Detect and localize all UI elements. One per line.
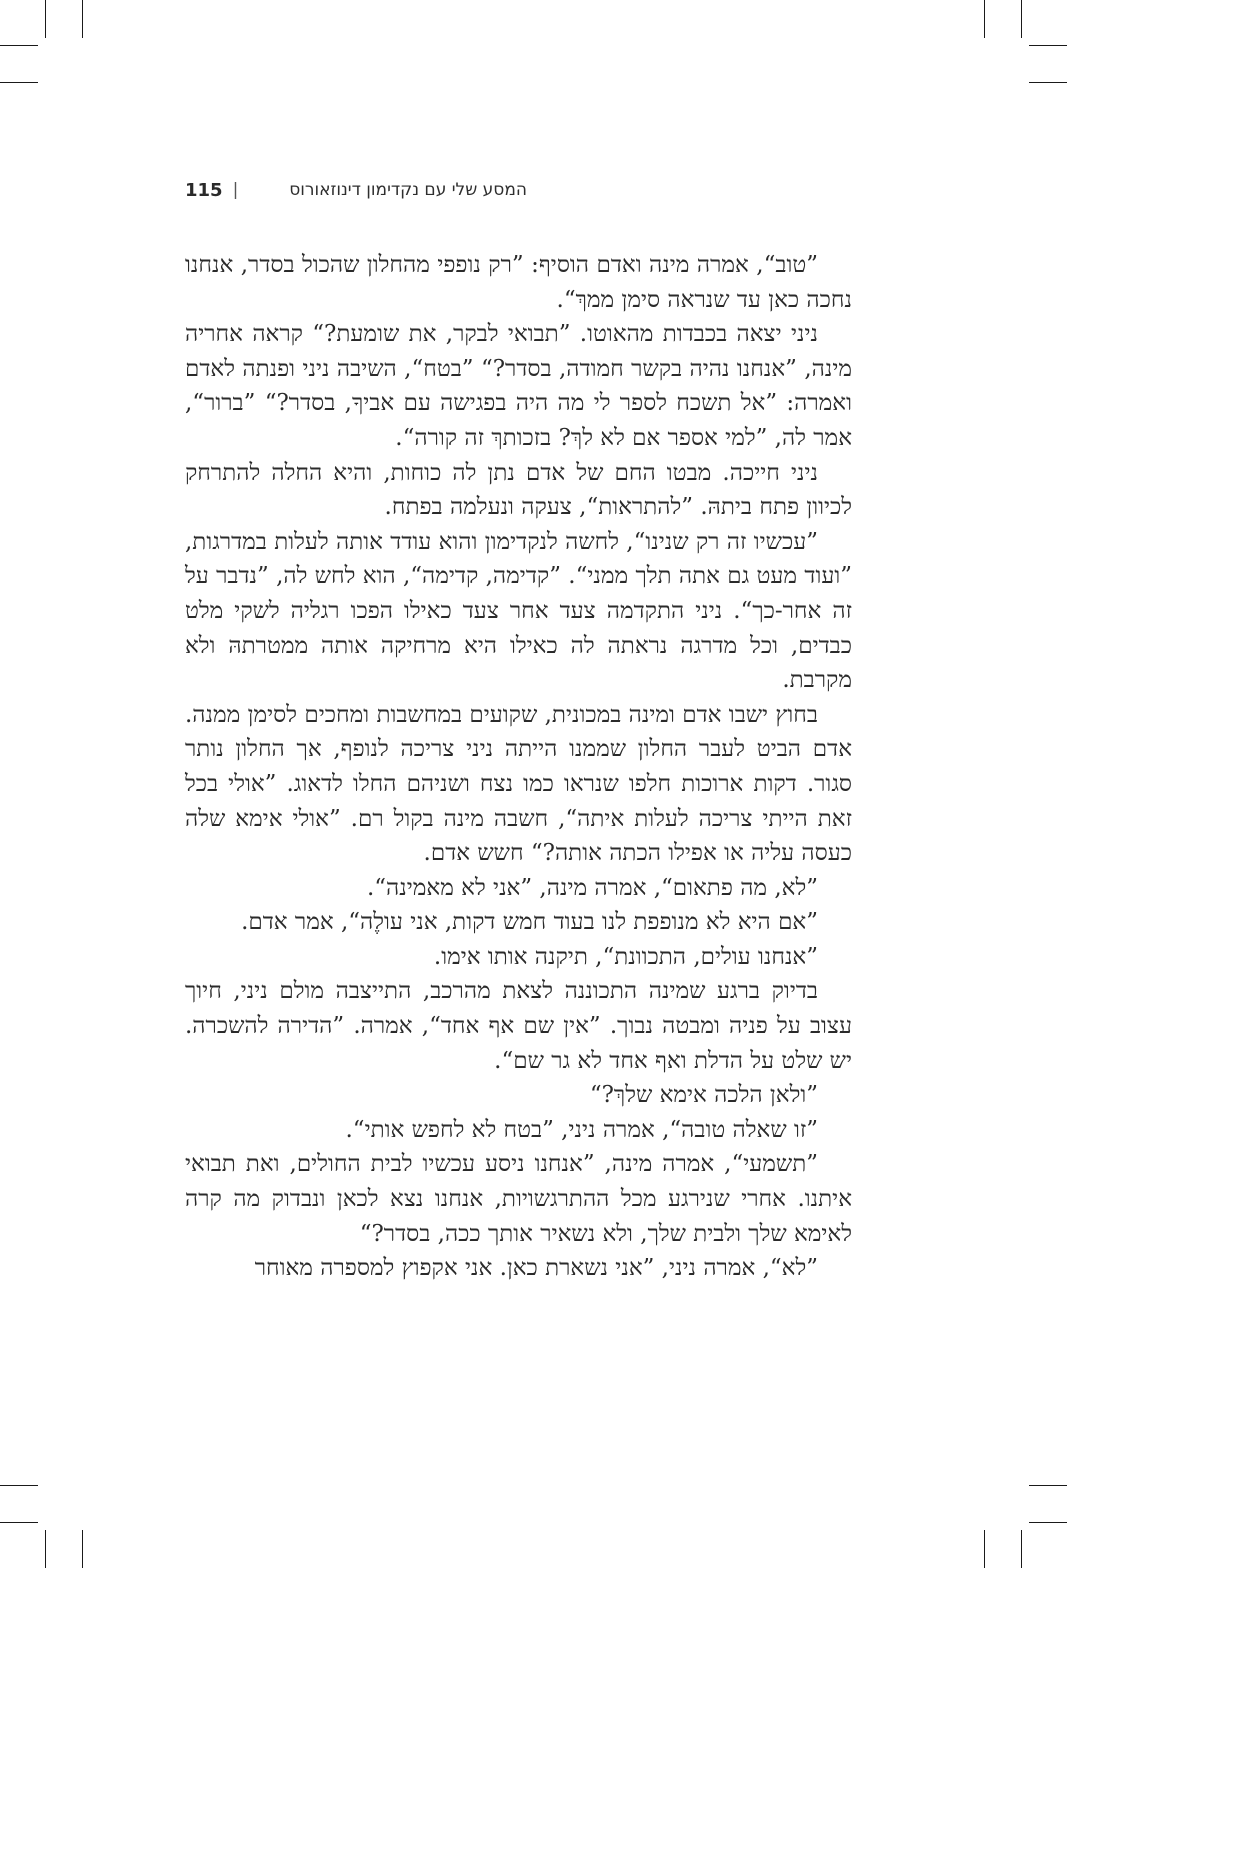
crop-mark-top-left-v xyxy=(45,0,46,38)
crop-mark-top-left-h2 xyxy=(0,82,38,83)
paragraph: ניני יצאה בכבדות מהאוטו. ”תבואי לבקר, את שומעת?“ קראה אחריה מינה, ”אנחנו נהיה בקשר חמודה, בסדר?“ ”בטח“, השיבה ניני ופנתה לאדם ואמרה: ”אל תשכח לספר לי מה היה בפגישה עם אביךָ, בסדר?“ ”ברור“, אמר לה, ”למי אספר אם לא לךְ? בזכותךְ זה קורה“. xyxy=(185,321,852,451)
crop-mark-top-right-h2 xyxy=(1029,82,1067,83)
paragraph: ”תשמעי“, אמרה מינה, ”אנחנו ניסע עכשיו לבית החולים, ואת תבואי איתנו. אחרי שנירגע מכל ההתרגשויות, אנחנו נצא לכאן ונבדוק מה קרה לאימא שלך ולבית שלך, ולא נשאיר אותך ככה, בסדר?“ xyxy=(185,1151,852,1247)
paragraph: ”אם היא לא מנופפת לנו בעוד חמש דקות, אני עולֶה“, אמר אדם. xyxy=(241,909,818,936)
crop-mark-bottom-left-v2 xyxy=(82,1530,83,1568)
crop-mark-bottom-right-v2 xyxy=(984,1530,985,1568)
paragraph: ”ולאן הלכה אימא שלךְ?“ xyxy=(589,1082,818,1109)
paragraph: בחוץ ישבו אדם ומינה במכונית, שקועים במחשבות ומחכים לסימן ממנה. אדם הביט לעבר החלון שממנו הייתה ניני צריכה לנופף, אך החלון נותר סגור. דקות ארוכות חלפו שנראו כמו נצח ושניהם החלו לדאוג. ”אולי בכל זאת הייתי צריכה לעלות איתה“, חשבה מינה בקול רם. ”אולי אימא שלה כעסה עליה או אפילו הכתה אותה?“ חשש אדם. xyxy=(185,701,852,867)
header-separator: | xyxy=(232,180,239,200)
crop-mark-bottom-right-v xyxy=(1021,1530,1022,1568)
paragraph: בדיוק ברגע שמינה התכוננה לצאת מהרכב, התייצבה מולם ניני, חיוך עצוב על פניה ומבטה נבוך. ”אין שם אף אחד“, אמרה. ”הדירה להשכרה. יש שלט על הדלת ואף אחד לא גר שם“. xyxy=(185,978,852,1074)
crop-mark-bottom-left-h2 xyxy=(0,1485,38,1486)
paragraph: ”עכשיו זה רק שנינו“, לחשה לנקדימון והוא עודד אותה לעלות במדרגות, ”ועוד מעט גם אתה תלך ממני“. ”קדימה, קדימה“, הוא לחש לה, ”נדבר על זה אחר-כך“. ניני התקדמה צעד אחר צעד כאילו הפכו רגליה לשקי מלט כבדים, וכל מדרגה נראתה לה כאילו היא מרחיקה אותה ממטרתהּ ולא מקרבת. xyxy=(185,528,852,694)
crop-mark-top-left-v2 xyxy=(82,0,83,38)
paragraph: ”זו שאלה טובה“, אמרה ניני, ”בטח לא לחפש אותי“. xyxy=(345,1116,818,1143)
running-header xyxy=(185,178,527,202)
crop-mark-bottom-right-h2 xyxy=(1029,1485,1067,1486)
running-title: המסע שלי עם נקדימון דינוזאורוס xyxy=(289,180,527,200)
crop-mark-bottom-left-h xyxy=(0,1522,38,1523)
page-number: 115 xyxy=(185,179,223,201)
paragraph: ”לא, מה פתאום“, אמרה מינה, ”אני לא מאמינה“. xyxy=(366,874,818,901)
crop-mark-top-right-v xyxy=(1021,0,1022,38)
crop-mark-bottom-left-v xyxy=(45,1530,46,1568)
paragraph: ”טוב“, אמרה מינה ואדם הוסיף: ”רק נופפי מהחלון שהכול בסדר, אנחנו נחכה כאן עד שנראה סימן ממךְ“. xyxy=(185,252,852,313)
crop-mark-bottom-right-h xyxy=(1029,1522,1067,1523)
crop-mark-top-left-h xyxy=(0,45,38,46)
crop-mark-top-right-h xyxy=(1029,45,1067,46)
crop-mark-top-right-v2 xyxy=(984,0,985,38)
paragraph: ניני חייכה. מבטו החם של אדם נתן לה כוחות, והיא החלה להתרחק לכיוון פתח ביתהּ. ”להתראות“, צעקה ונעלמה בפתח. xyxy=(185,459,852,521)
paragraph: ”לא“, אמרה ניני, ”אני נשארת כאן. אני אקפוץ למספרה מאוחר xyxy=(254,1255,818,1282)
body-text xyxy=(185,248,852,1286)
page-number-group xyxy=(185,180,248,201)
paragraph: ”אנחנו עולים, התכוונת“, תיקנה אותו אימו. xyxy=(433,943,818,970)
